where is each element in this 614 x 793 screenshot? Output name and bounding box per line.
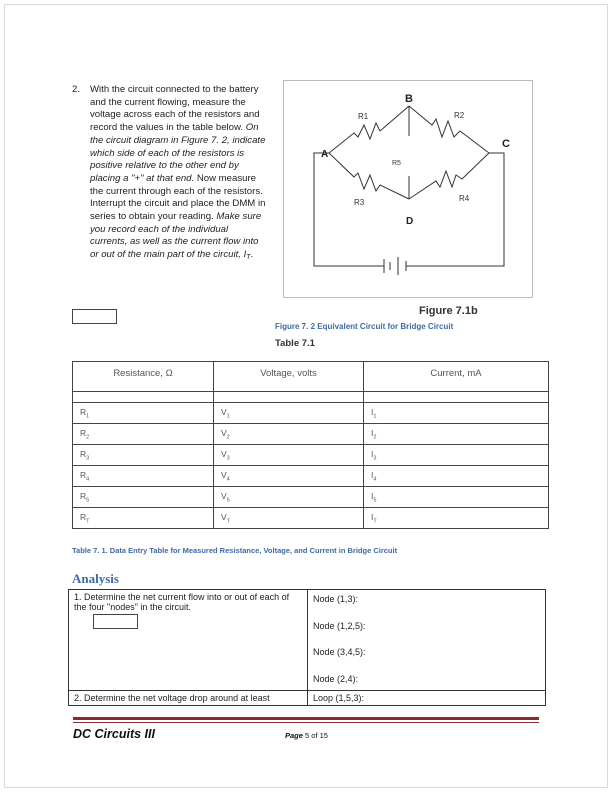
- node-label-a: A: [321, 149, 329, 160]
- figure-caption: Figure 7. 2 Equivalent Circuit for Bridge Circuit: [275, 322, 454, 331]
- cell-voltage[interactable]: $V_2$: [214, 424, 364, 445]
- data-entry-table: [72, 361, 549, 529]
- analysis-heading: Analysis: [72, 571, 119, 586]
- question-2-text: With the circuit connected to the battery and the current flowing, measure the voltage across each of the resistors and record the values in the table below. On the circuit diagram in Figure 7. 2, indicate which side of each of the resistors is positive relative to the other end by placing a "+" at that end. Now measure the current through each of the resistors. Interrupt the circuit and place the DMM in series to obtain your reading. Make sure you record each of the individual currents, as well as the current flow into or out of the main part of the circuit, $I_T$.: [90, 84, 266, 262]
- table-spacer-row: [73, 392, 549, 403]
- resistor-label-r3: R3: [354, 198, 365, 207]
- answer-box-1[interactable]: [72, 309, 117, 324]
- cell-resistance[interactable]: $R_3$: [73, 445, 214, 466]
- resistor-label-r2: R2: [454, 111, 465, 120]
- wire-right: [406, 153, 504, 266]
- node-1-3: Node (1,3):: [313, 594, 359, 604]
- table-header-row: [73, 362, 549, 392]
- cell-resistance[interactable]: $R_1$: [73, 403, 214, 424]
- analysis-question-1-cell: [69, 590, 308, 691]
- node-label-c: C: [502, 138, 510, 150]
- cell-current[interactable]: $I_T$: [364, 508, 549, 529]
- resistor-label-r5: R5: [392, 160, 401, 167]
- cell-resistance[interactable]: $R_4$: [73, 466, 214, 487]
- header-current: Current, mA: [364, 362, 549, 392]
- header-voltage: Voltage, volts: [214, 362, 364, 392]
- analysis-question-2: 2. Determine the net voltage drop around at least: [69, 690, 308, 705]
- question-2: [72, 84, 266, 265]
- resistor-r2-wire: [409, 106, 489, 153]
- analysis-row-2: [69, 690, 546, 705]
- table-row: [73, 403, 549, 424]
- cell-resistance[interactable]: $R_5$: [73, 487, 214, 508]
- node-1-2-5: Node (1,2,5):: [313, 620, 366, 631]
- page-number: Page 5 of 15: [285, 731, 328, 740]
- cell-voltage[interactable]: $V_4$: [214, 466, 364, 487]
- footer-title: DC Circuits III: [73, 727, 155, 741]
- cell-voltage[interactable]: $V_3$: [214, 445, 364, 466]
- resistor-label-r1: R1: [358, 112, 369, 121]
- table-row: [73, 466, 549, 487]
- resistor-label-r4: R4: [459, 194, 470, 203]
- node-label-b: B: [405, 93, 413, 105]
- cell-resistance[interactable]: $R_T$: [73, 508, 214, 529]
- analysis-nodes-cell[interactable]: [308, 590, 546, 691]
- analysis-question-1: 1. Determine the net current flow into or out of each of the four "nodes" in the circuit.: [74, 592, 290, 612]
- cell-current[interactable]: $I_5$: [364, 487, 549, 508]
- node-3-4-5: Node (3,4,5):: [313, 647, 366, 657]
- node-2-4: Node (2,4):: [313, 673, 359, 684]
- cell-current[interactable]: $I_2$: [364, 424, 549, 445]
- cell-voltage[interactable]: $V_5$: [214, 487, 364, 508]
- node-label-d: D: [406, 216, 414, 227]
- answer-box-2[interactable]: [93, 614, 138, 629]
- analysis-row-1: [69, 590, 546, 691]
- cell-current[interactable]: $I_3$: [364, 445, 549, 466]
- header-resistance: Resistance, Ω: [73, 362, 214, 392]
- cell-current[interactable]: $I_4$: [364, 466, 549, 487]
- resistor-r1-wire: [329, 106, 409, 153]
- resistor-r4-wire: [409, 153, 489, 199]
- table-row: [73, 508, 549, 529]
- footer-rule-thin: [73, 722, 539, 723]
- cell-current[interactable]: $I_1$: [364, 403, 549, 424]
- figure-title: Figure 7.1b: [419, 305, 478, 317]
- cell-resistance[interactable]: $R_2$: [73, 424, 214, 445]
- analysis-table: [68, 589, 546, 706]
- table-row: [73, 424, 549, 445]
- wire-left: [314, 153, 384, 266]
- table-row: [73, 487, 549, 508]
- footer-rule: [73, 717, 539, 720]
- table-title: Table 7.1: [275, 338, 315, 349]
- table-caption: Table 7. 1. Data Entry Table for Measured Resistance, Voltage, and Current in Bridge Circuit: [72, 546, 398, 555]
- cell-voltage[interactable]: $V_T$: [214, 508, 364, 529]
- cell-voltage[interactable]: $V_1$: [214, 403, 364, 424]
- table-row: [73, 445, 549, 466]
- circuit-figure: [283, 80, 533, 298]
- question-number: 2.: [72, 84, 81, 95]
- bridge-circuit-diagram: [284, 81, 534, 299]
- analysis-loop-1-5-3[interactable]: Loop (1,5,3):: [308, 690, 546, 705]
